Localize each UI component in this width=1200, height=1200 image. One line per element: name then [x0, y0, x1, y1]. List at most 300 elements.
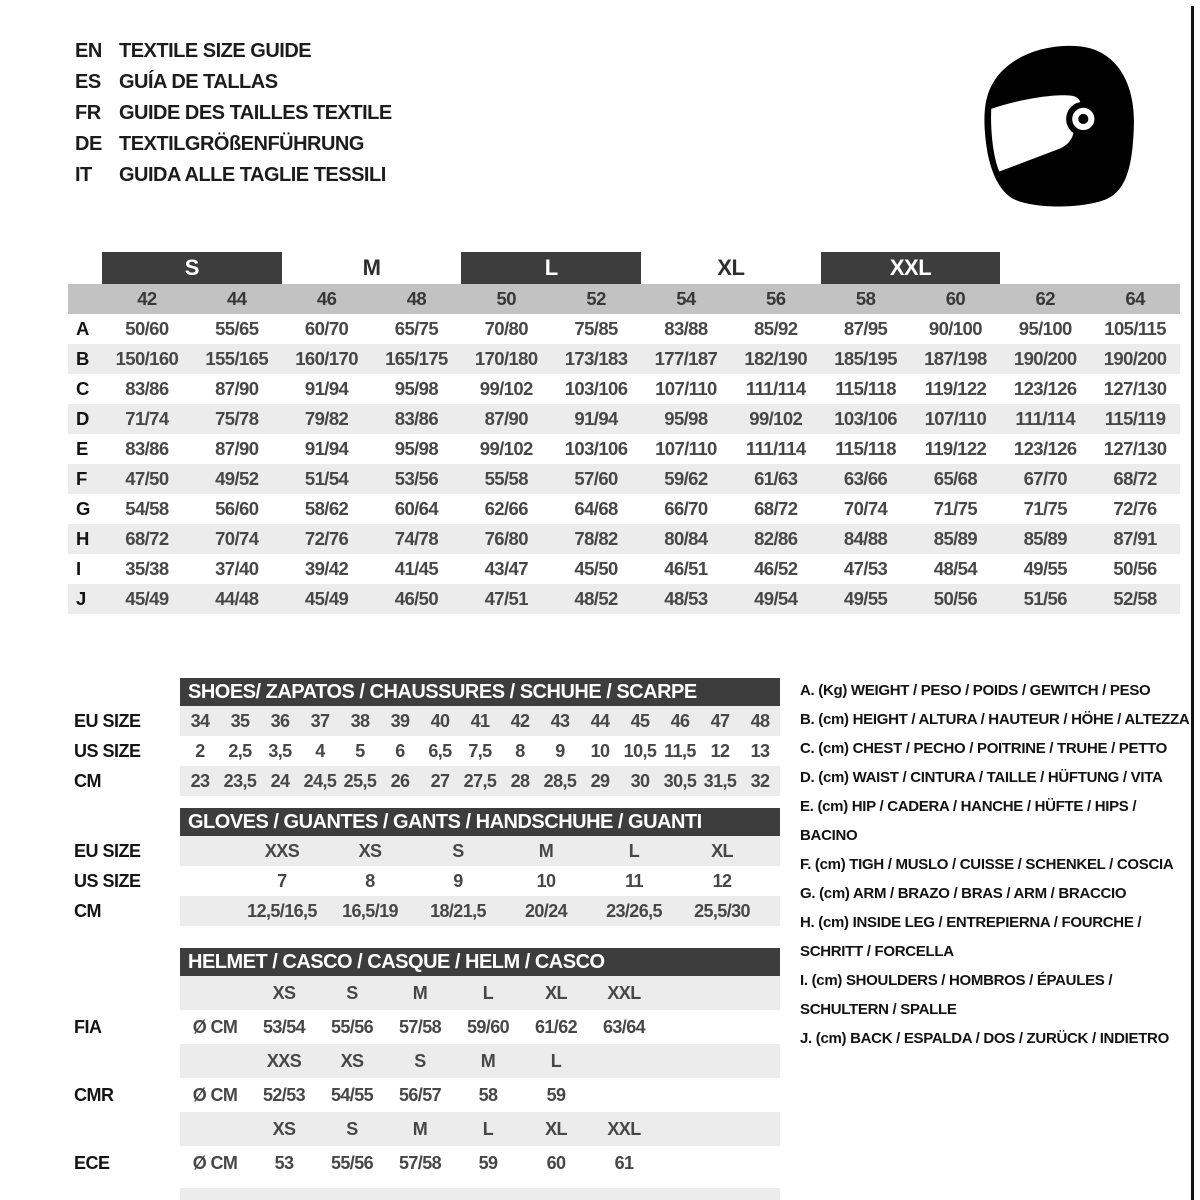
measure-value: 95/98 — [394, 378, 439, 399]
measure-value: 75/78 — [215, 408, 259, 429]
measure-value: 115/118 — [835, 438, 896, 459]
measure-value: 47/51 — [484, 588, 528, 609]
size-value: XXS — [264, 840, 300, 861]
helmet-size-value: 57/58 — [398, 1016, 442, 1037]
helmet-size-label: XS — [272, 1118, 296, 1139]
helmet-size-label: XXS — [266, 1050, 302, 1071]
language-row — [75, 98, 392, 129]
measure-value: 107/110 — [655, 378, 717, 399]
measure-value: 39/42 — [304, 558, 349, 579]
legend-item: E. (cm) HIP / CADERA / HANCHE / HÜFTE / HIPS / BACINO — [800, 798, 1137, 844]
size-value: 48 — [750, 710, 770, 731]
legend-item: B. (cm) HEIGHT / ALTURA / HAUTEUR / HÖHE / ALTEZZA — [800, 711, 1190, 728]
size-group-row — [68, 252, 1180, 284]
language-code: FR — [75, 102, 101, 124]
measure-value: 44/48 — [215, 588, 259, 609]
size-group-spacer — [68, 252, 102, 284]
column-header: 60 — [945, 288, 966, 309]
size-value: XL — [711, 840, 733, 861]
measure-value: 67/70 — [1023, 468, 1067, 489]
size-value: 34 — [190, 710, 210, 731]
measure-value: 45/49 — [125, 588, 169, 609]
measure-value: 95/98 — [664, 408, 708, 429]
size-value: 12,5/16,5 — [247, 900, 317, 921]
size-value: 12 — [712, 870, 732, 891]
measure-value: 155/165 — [205, 348, 269, 369]
unit-label: Ø CM — [192, 1084, 238, 1105]
measure-value: 68/72 — [1113, 468, 1157, 489]
measure-value: 46/51 — [664, 558, 708, 579]
measure-row-e — [68, 434, 1180, 464]
column-header: 54 — [676, 288, 696, 309]
measure-value: 95/98 — [394, 438, 439, 459]
legend-item: H. (cm) INSIDE LEG / ENTREPIERNA / FOURCHE / SCHRITT / FORCELLA — [800, 914, 1142, 960]
measure-value: 70/80 — [484, 318, 528, 339]
column-header: 56 — [766, 288, 786, 309]
measure-value: 80/84 — [664, 528, 708, 549]
helmet-size-label: S — [346, 982, 358, 1003]
measure-value: 53/56 — [394, 468, 439, 489]
row-label: US SIZE — [74, 740, 141, 761]
size-value: 12 — [710, 740, 730, 761]
measure-value: 105/115 — [1104, 318, 1166, 339]
measure-value: 59/62 — [664, 468, 708, 489]
shoes-row-eu-size — [74, 706, 780, 736]
racing-helmet-icon — [975, 38, 1137, 210]
row-letter: A — [76, 318, 89, 339]
size-value: 23 — [190, 770, 210, 791]
size-group-s: S — [102, 252, 282, 284]
legend-item: J. (cm) BACK / ESPALDA / DOS / ZURÜCK / INDIETRO — [800, 1030, 1169, 1047]
helmet-size-value: 56/57 — [398, 1084, 442, 1105]
shoes-table-title: SHOES/ ZAPATOS / CHAUSSURES / SCHUHE / SCARPE — [180, 678, 780, 706]
standard-label-cmr: CMR — [74, 1084, 114, 1105]
measure-row-g — [68, 494, 1180, 524]
helmet-table-title: HELMET / CASCO / CASQUE / HELM / CASCO — [180, 948, 780, 976]
size-value: 8 — [365, 870, 375, 891]
size-value: 46 — [670, 710, 690, 731]
size-value: 8 — [515, 740, 525, 761]
measure-value: 71/75 — [1023, 498, 1067, 519]
size-group-l: L — [461, 252, 641, 284]
size-value: 24,5 — [303, 770, 337, 791]
measure-value: 107/110 — [655, 438, 717, 459]
size-value: 10 — [590, 740, 610, 761]
helmet-size-value: 53 — [274, 1152, 294, 1173]
language-row — [75, 160, 392, 191]
size-value: 41 — [470, 710, 490, 731]
measure-row-d — [68, 404, 1180, 434]
helmet-size-value: 63/64 — [602, 1016, 646, 1037]
measure-value: 50/60 — [125, 318, 169, 339]
measurement-legend — [800, 676, 1196, 1053]
measure-value: 51/54 — [304, 468, 349, 489]
language-list — [75, 36, 392, 191]
standard-label-ece: ECE — [74, 1152, 110, 1173]
helmet-size-label: XL — [545, 982, 567, 1003]
measure-value: 185/195 — [834, 348, 897, 369]
size-value: 25,5 — [343, 770, 377, 791]
main-table-body — [68, 314, 1180, 614]
language-code: DE — [75, 133, 102, 155]
measure-value: 61/63 — [754, 468, 798, 489]
column-header: 48 — [406, 288, 427, 309]
measure-row-j — [68, 584, 1180, 614]
size-value: 37 — [310, 710, 330, 731]
row-letter: G — [76, 498, 90, 519]
measure-value: 68/72 — [754, 498, 798, 519]
shoes-row-cm — [74, 766, 780, 796]
measure-value: 99/102 — [479, 438, 533, 459]
size-value: 16,5/19 — [342, 900, 398, 921]
measure-value: 78/82 — [574, 528, 618, 549]
measure-value: 43/47 — [484, 558, 528, 579]
size-value: 9 — [555, 740, 565, 761]
column-header: 44 — [227, 288, 247, 309]
size-value: 11,5 — [664, 740, 696, 761]
helmet-size-value: 55/56 — [330, 1016, 374, 1037]
measure-value: 46/50 — [394, 588, 439, 609]
size-value: 3,5 — [268, 740, 292, 761]
measure-value: 182/190 — [744, 348, 808, 369]
measure-value: 76/80 — [484, 528, 528, 549]
measure-value: 173/183 — [564, 348, 628, 369]
measure-value: 49/54 — [754, 588, 798, 609]
measure-value: 111/114 — [745, 438, 806, 459]
measure-value: 119/122 — [924, 378, 987, 399]
legend-item: D. (cm) WAIST / CINTURA / TAILLE / HÜFTUNG / VITA — [800, 769, 1163, 786]
measure-value: 107/110 — [924, 408, 987, 429]
size-value: 29 — [590, 770, 610, 791]
gloves-row-cm — [74, 896, 780, 926]
helmet-size-label: S — [414, 1050, 426, 1071]
helmet-sizes-row-cmr — [180, 1044, 780, 1078]
measure-value: 103/106 — [834, 408, 897, 429]
measure-value: 91/94 — [574, 408, 618, 429]
column-header: 50 — [496, 288, 516, 309]
measure-value: 87/95 — [843, 318, 888, 339]
size-value: 7,5 — [468, 740, 492, 761]
size-value: 35 — [230, 710, 250, 731]
helmet-size-label: XXL — [607, 1118, 641, 1139]
size-value: 42 — [510, 710, 530, 731]
columns-band-spacer — [68, 284, 102, 314]
row-label: CM — [74, 900, 101, 921]
measure-value: 87/91 — [1113, 528, 1157, 549]
size-value: L — [628, 840, 640, 861]
gloves-row-us-size — [74, 866, 780, 896]
helmet-size-label: L — [482, 982, 494, 1003]
language-title: GUIDA ALLE TAGLIE TESSILI — [119, 164, 386, 186]
helmet-size-value: 59 — [478, 1152, 498, 1173]
size-value: 18/21,5 — [430, 900, 486, 921]
measure-value: 85/89 — [1023, 528, 1067, 549]
helmet-size-label: M — [412, 1118, 428, 1139]
measure-value: 71/75 — [933, 498, 978, 519]
helmet-size-label: M — [412, 982, 428, 1003]
measure-value: 62/66 — [484, 498, 528, 519]
measure-value: 119/122 — [924, 438, 987, 459]
measure-value: 45/49 — [304, 588, 349, 609]
size-value: 45 — [630, 710, 650, 731]
measure-value: 150/160 — [115, 348, 179, 369]
size-value: 6,5 — [428, 740, 452, 761]
measure-row-a — [68, 314, 1180, 344]
measure-value: 54/58 — [125, 498, 169, 519]
measure-value: 99/102 — [749, 408, 803, 429]
measure-value: 111/114 — [1015, 408, 1076, 429]
size-value: 43 — [550, 710, 570, 731]
helmet-size-value: 52/53 — [262, 1084, 306, 1105]
helmet-size-label: XL — [545, 1118, 567, 1139]
measure-value: 49/55 — [1023, 558, 1067, 579]
size-value: 20/24 — [524, 900, 568, 921]
measure-value: 87/90 — [484, 408, 528, 429]
measure-row-f — [68, 464, 1180, 494]
helmet-size-label: M — [480, 1050, 496, 1071]
helmet-size-value: 55/56 — [330, 1152, 374, 1173]
measure-value: 55/65 — [215, 318, 259, 339]
helmet-size-label: XS — [340, 1050, 364, 1071]
measure-value: 87/90 — [215, 438, 259, 459]
size-value: 27 — [430, 770, 450, 791]
legend-item: I. (cm) SHOULDERS / HOMBROS / ÉPAULES / SCHULTERN / SPALLE — [800, 972, 1113, 1018]
measure-value: 50/56 — [933, 588, 978, 609]
measure-value: 49/55 — [843, 588, 888, 609]
helmet-size-label: XS — [272, 982, 296, 1003]
measure-value: 49/52 — [215, 468, 259, 489]
size-value: 30,5 — [663, 770, 697, 791]
row-label: EU SIZE — [74, 710, 141, 731]
size-value: 31,5 — [703, 770, 737, 791]
measure-value: 85/89 — [933, 528, 978, 549]
measure-value: 65/68 — [933, 468, 978, 489]
measure-value: 103/106 — [564, 438, 628, 459]
size-value: 28 — [510, 770, 530, 791]
columns-band — [68, 284, 1180, 314]
measure-row-b — [68, 344, 1180, 374]
measure-value: 63/66 — [843, 468, 888, 489]
column-header: 64 — [1125, 288, 1145, 309]
size-value: 30 — [630, 770, 650, 791]
helmet-values-row-cmr — [74, 1078, 780, 1112]
gloves-table — [74, 808, 780, 926]
column-header: 52 — [586, 288, 606, 309]
measure-value: 74/78 — [394, 528, 439, 549]
measure-value: 83/86 — [125, 438, 169, 459]
measure-value: 123/126 — [1013, 438, 1077, 459]
measure-value: 60/64 — [394, 498, 439, 519]
row-letter: F — [76, 468, 87, 489]
measure-value: 51/56 — [1023, 588, 1067, 609]
row-label: EU SIZE — [74, 840, 141, 861]
measure-value: 123/126 — [1013, 378, 1077, 399]
measure-value: 45/50 — [574, 558, 618, 579]
bottom-strip — [180, 1188, 780, 1200]
measure-value: 127/130 — [1103, 378, 1167, 399]
measure-value: 83/88 — [664, 318, 708, 339]
shoes-table-body — [74, 706, 780, 796]
helmet-table-body — [74, 976, 780, 1180]
size-value: M — [538, 840, 554, 861]
size-value: 40 — [430, 710, 450, 731]
size-value: 23,5 — [223, 770, 257, 791]
measure-value: 50/56 — [1113, 558, 1157, 579]
size-value: 7 — [277, 870, 287, 891]
helmet-values-row-fia — [74, 1010, 780, 1044]
gloves-table-title: GLOVES / GUANTES / GANTS / HANDSCHUHE / GUANTI — [180, 808, 780, 836]
standard-label-fia: FIA — [74, 1016, 102, 1037]
size-value: 47 — [710, 710, 730, 731]
measure-value: 66/70 — [664, 498, 708, 519]
row-letter: B — [76, 348, 89, 369]
language-title: GUIDE DES TAILLES TEXTILE — [119, 102, 392, 124]
row-label: US SIZE — [74, 870, 141, 891]
size-group-m: M — [362, 255, 381, 280]
measure-value: 91/94 — [304, 378, 349, 399]
legend-item: G. (cm) ARM / BRAZO / BRAS / ARM / BRACCIO — [800, 885, 1127, 902]
measure-row-c — [68, 374, 1180, 404]
size-value: 5 — [355, 740, 365, 761]
measure-value: 48/52 — [574, 588, 618, 609]
size-group-xxl: XXL — [821, 252, 1001, 284]
measure-value: 127/130 — [1103, 438, 1167, 459]
measure-value: 82/86 — [754, 528, 798, 549]
helmet-size-value: 59 — [546, 1084, 566, 1105]
row-letter: J — [76, 588, 86, 609]
helmet-size-label: S — [346, 1118, 358, 1139]
size-value: 27,5 — [463, 770, 497, 791]
language-code: IT — [75, 164, 92, 186]
size-value: 9 — [453, 870, 463, 891]
measure-value: 70/74 — [843, 498, 888, 519]
helmet-size-value: 53/54 — [262, 1016, 306, 1037]
shoes-row-us-size — [74, 736, 780, 766]
measure-value: 99/102 — [479, 378, 533, 399]
helmet-size-value: 61/62 — [534, 1016, 578, 1037]
language-title: TEXTILGRÖßENFÜHRUNG — [119, 133, 364, 155]
gloves-table-body — [74, 836, 780, 926]
measure-value: 111/114 — [745, 378, 806, 399]
helmet-size-value: 59/60 — [466, 1016, 510, 1037]
size-value: 24 — [270, 770, 290, 791]
measure-value: 160/170 — [295, 348, 358, 369]
measure-value: 52/58 — [1113, 588, 1157, 609]
measure-value: 115/119 — [1104, 408, 1166, 429]
shoes-table — [74, 678, 780, 796]
measure-value: 87/90 — [215, 378, 259, 399]
helmet-size-label: L — [482, 1118, 494, 1139]
measure-value: 37/40 — [215, 558, 259, 579]
size-value: 2 — [195, 740, 205, 761]
measure-value: 83/86 — [125, 378, 169, 399]
measure-value: 187/198 — [924, 348, 987, 369]
measure-value: 57/60 — [574, 468, 618, 489]
size-value: 39 — [390, 710, 410, 731]
row-letter: I — [76, 558, 81, 579]
helmet-size-value: 57/58 — [398, 1152, 442, 1173]
helmet-table — [74, 948, 780, 1180]
measure-value: 72/76 — [1113, 498, 1157, 519]
measure-value: 46/52 — [754, 558, 798, 579]
size-value: 36 — [270, 710, 290, 731]
size-value: 10 — [536, 870, 556, 891]
measure-value: 84/88 — [843, 528, 888, 549]
size-value: 13 — [750, 740, 770, 761]
measure-value: 72/76 — [304, 528, 349, 549]
helmet-values-row-ece — [74, 1146, 780, 1180]
measure-value: 91/94 — [304, 438, 349, 459]
helmet-size-value: 60 — [546, 1152, 566, 1173]
size-value: S — [452, 840, 464, 861]
size-value: 38 — [350, 710, 370, 731]
measure-value: 170/180 — [474, 348, 538, 369]
measure-value: 71/74 — [125, 408, 169, 429]
language-row — [75, 36, 392, 67]
size-value: 23/26,5 — [606, 900, 662, 921]
measure-value: 70/74 — [215, 528, 259, 549]
measure-value: 48/53 — [664, 588, 708, 609]
helmet-size-value: 61 — [614, 1152, 634, 1173]
measure-value: 177/187 — [654, 348, 718, 369]
measure-value: 75/85 — [574, 318, 618, 339]
helmet-size-label: XXL — [607, 982, 641, 1003]
measure-value: 83/86 — [394, 408, 439, 429]
row-letter: H — [76, 528, 89, 549]
measure-value: 47/50 — [125, 468, 169, 489]
measure-value: 41/45 — [394, 558, 439, 579]
row-label: CM — [74, 770, 101, 791]
size-value: 6 — [395, 740, 405, 761]
row-letter: D — [76, 408, 89, 429]
column-header: 58 — [855, 288, 876, 309]
row-letter: C — [76, 378, 89, 399]
helmet-sizes-row-ece — [180, 1112, 780, 1146]
measure-value: 68/72 — [125, 528, 169, 549]
size-group-spacer — [1000, 252, 1090, 284]
column-header: 62 — [1035, 288, 1055, 309]
measure-value: 47/53 — [843, 558, 888, 579]
measure-value: 190/200 — [1013, 348, 1077, 369]
size-value: XS — [358, 840, 382, 861]
column-header: 42 — [137, 288, 157, 309]
measure-value: 90/100 — [928, 318, 982, 339]
size-value: 25,5/30 — [694, 900, 750, 921]
textile-size-table — [68, 252, 1180, 614]
unit-label: Ø CM — [192, 1152, 238, 1173]
unit-label: Ø CM — [192, 1016, 238, 1037]
size-group-xl: XL — [717, 255, 745, 280]
measure-value: 165/175 — [385, 348, 448, 369]
language-row — [75, 129, 392, 160]
measure-value: 79/82 — [304, 408, 349, 429]
measure-value: 48/54 — [933, 558, 978, 579]
helmet-sizes-row-fia — [180, 976, 780, 1010]
helmet-size-label: L — [550, 1050, 562, 1071]
language-title: GUÍA DE TALLAS — [119, 71, 278, 93]
size-value: 10,5 — [623, 740, 657, 761]
language-code: EN — [75, 40, 102, 62]
size-value: 4 — [315, 740, 325, 761]
measure-value: 95/100 — [1018, 318, 1072, 339]
measure-value: 85/92 — [754, 318, 798, 339]
measure-value: 64/68 — [574, 498, 618, 519]
measure-value: 35/38 — [125, 558, 169, 579]
row-letter: E — [76, 438, 88, 459]
gloves-row-eu-size — [74, 836, 780, 866]
size-value: 11 — [625, 870, 643, 891]
measure-row-h — [68, 524, 1180, 554]
